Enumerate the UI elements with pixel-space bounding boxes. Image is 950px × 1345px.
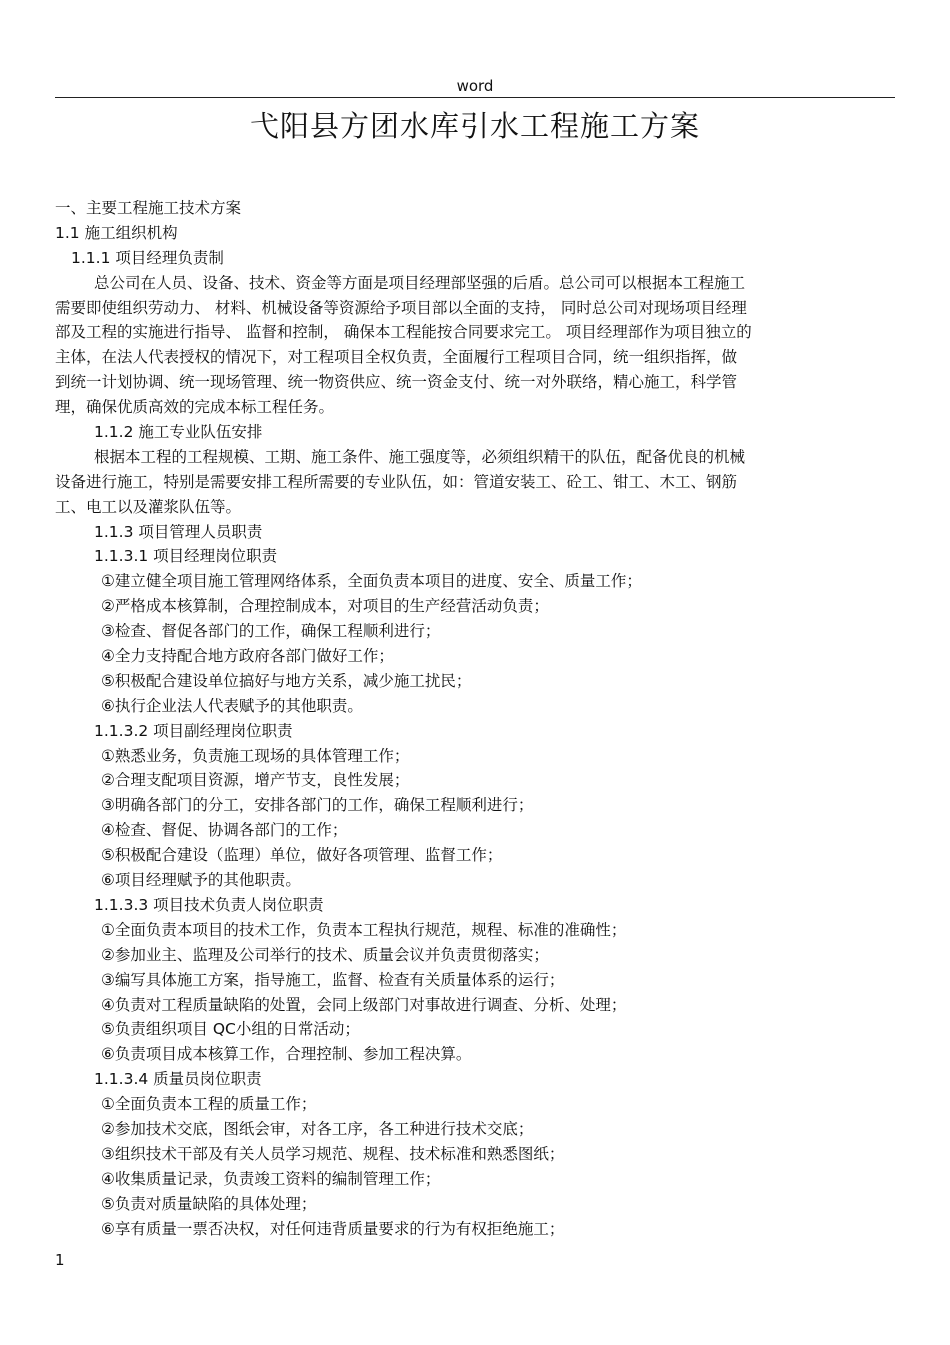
paragraph-line: 工、电工以及灌浆队伍等。 xyxy=(55,497,242,516)
list-item: ⑤负责对质量缺陷的具体处理； xyxy=(101,1194,317,1213)
document-title: 弋阳县方团水库引水工程施工方案 xyxy=(249,109,700,143)
list-item: ④全力支持配合地方政府各部门做好工作； xyxy=(101,647,394,666)
paragraph-line: 总公司在人员、设备、技术、资金等方面是项目经理部坚强的后盾。总公司可以根据本工程施工 xyxy=(94,273,746,292)
subsection-heading: 1.1.3.1 项目经理岗位职责 xyxy=(94,547,278,566)
subsection-heading: 1.1.3.3 项目技术负责人岗位职责 xyxy=(94,895,324,914)
list-item: ③检查、督促各部门的工作，确保工程顺利进行； xyxy=(101,622,441,641)
list-item: ①建立健全项目施工管理网络体系，全面负责本项目的进度、安全、质量工作； xyxy=(101,572,642,591)
list-item: ②严格成本核算制，合理控制成本，对项目的生产经营活动负责； xyxy=(101,597,549,616)
document-body xyxy=(55,196,895,1241)
paragraph-line: 需要即使组织劳动力、 材料、机械设备等资源给予项目部以全面的支持， 同时总公司对现场项目经理 xyxy=(55,298,747,317)
subsection-heading: 1.1.3 项目管理人员职责 xyxy=(94,522,263,541)
list-item: ③编写具体施工方案，指导施工，监督、检查有关质量体系的运行； xyxy=(101,970,565,989)
list-item: ⑥享有质量一票否决权，对任何违背质量要求的行为有权拒绝施工； xyxy=(101,1219,565,1238)
list-item: ⑥项目经理赋予的其他职责。 xyxy=(101,871,301,890)
list-item: ⑥执行企业法人代表赋予的其他职责。 xyxy=(101,696,363,715)
list-item: ①全面负责本项目的技术工作，负责本工程执行规范，规程、标准的准确性； xyxy=(101,920,627,939)
paragraph-line: 主体，在法人代表授权的情况下，对工程项目全权负责，全面履行工程项目合同，统一组织指挥，做 xyxy=(55,348,738,367)
list-item: ④收集质量记录，负责竣工资料的编制管理工作； xyxy=(101,1169,441,1188)
list-item: ②参加技术交底，图纸会审，对各工序，各工种进行技术交底； xyxy=(101,1119,534,1138)
list-item: ⑤积极配合建设（监理）单位，做好各项管理、监督工作； xyxy=(101,846,503,865)
paragraph-line: 设备进行施工，特别是需要安排工程所需要的专业队伍，如：管道安装工、砼工、钳工、木工、钢筋 xyxy=(55,472,738,491)
list-item: ⑥负责项目成本核算工作，合理控制、参加工程决算。 xyxy=(101,1045,472,1064)
list-item: ⑤积极配合建设单位搞好与地方关系，减少施工扰民； xyxy=(101,671,472,690)
list-item: ⑤负责组织项目 QC小组的日常活动； xyxy=(101,1020,360,1039)
page-header-label: word xyxy=(456,77,494,95)
header-divider xyxy=(55,97,895,98)
paragraph-line: 理，确保优质高效的完成本标工程任务。 xyxy=(55,398,335,417)
subsection-heading: 1.1.3.2 项目副经理岗位职责 xyxy=(94,721,293,740)
subsection-heading: 1.1.1 项目经理负责制 xyxy=(71,248,224,267)
list-item: ③明确各部门的分工，安排各部门的工作，确保工程顺利进行； xyxy=(101,796,534,815)
paragraph-line: 根据本工程的工程规模、工期、施工条件、施工强度等，必须组织精干的队伍，配备优良的机械 xyxy=(94,447,746,466)
list-item: ①熟悉业务，负责施工现场的具体管理工作； xyxy=(101,746,410,765)
page-number: 1 xyxy=(55,1251,65,1269)
subsection-heading: 1.1.3.4 质量员岗位职责 xyxy=(94,1070,262,1089)
section-heading: 一、主要工程施工技术方案 xyxy=(55,199,242,217)
list-item: ③组织技术干部及有关人员学习规范、规程、技术标准和熟悉图纸； xyxy=(101,1144,565,1163)
subsection-heading: 1.1.2 施工专业队伍安排 xyxy=(94,423,263,442)
subsection-heading: 1.1 施工组织机构 xyxy=(55,223,178,242)
list-item: ④检查、督促、协调各部门的工作； xyxy=(101,821,348,840)
list-item: ②参加业主、监理及公司举行的技术、质量会议并负责贯彻落实； xyxy=(101,945,549,964)
list-item: ①全面负责本工程的质量工作； xyxy=(101,1095,317,1114)
paragraph-line: 部及工程的实施进行指导、 监督和控制， 确保本工程能按合同要求完工。 项目经理部作为项目独立的 xyxy=(55,323,752,342)
paragraph-line: 到统一计划协调、统一现场管理、统一物资供应、统一资金支付、统一对外联络，精心施工，科学管 xyxy=(55,373,738,392)
list-item: ②合理支配项目资源，增产节支，良性发展； xyxy=(101,771,410,790)
list-item: ④负责对工程质量缺陷的处置，会同上级部门对事故进行调查、分析、处理； xyxy=(101,995,627,1014)
